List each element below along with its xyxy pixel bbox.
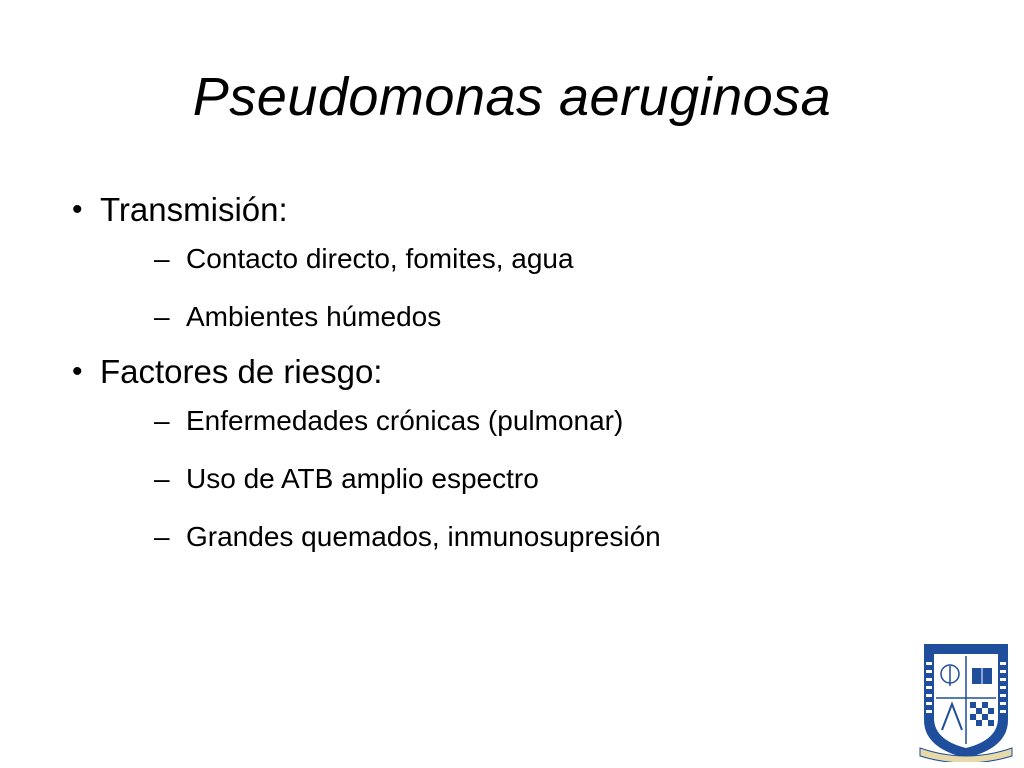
dash-icon: –	[154, 405, 170, 436]
dash-icon: –	[154, 521, 170, 552]
sub-item-text: Grandes quemados, inmunosupresión	[186, 521, 661, 552]
sub-list	[100, 240, 960, 336]
bullet-icon: •	[72, 193, 83, 226]
sub-item-text: Contacto directo, fomites, agua	[186, 243, 574, 274]
sub-item	[100, 298, 960, 336]
sub-item	[100, 402, 960, 440]
university-seal-logo	[918, 640, 1014, 762]
bullet-item-transmision	[60, 188, 960, 336]
slide-title: Pseudomonas aeruginosa	[192, 67, 832, 127]
bullet-icon: •	[72, 355, 83, 388]
bullet-heading: Factores de riesgo:	[100, 353, 383, 390]
dash-icon: –	[154, 463, 170, 494]
sub-item	[100, 460, 960, 498]
sub-list	[100, 402, 960, 556]
sub-item	[100, 240, 960, 278]
dash-icon: –	[154, 243, 170, 274]
bullet-item-factores	[60, 350, 960, 556]
dash-icon: –	[154, 301, 170, 332]
sub-item-text: Uso de ATB amplio espectro	[186, 463, 539, 494]
sub-item-text: Enfermedades crónicas (pulmonar)	[186, 405, 624, 436]
bullet-heading: Transmisión:	[100, 191, 288, 228]
bullet-list	[60, 188, 960, 570]
sub-item-text: Ambientes húmedos	[186, 301, 442, 332]
sub-item	[100, 518, 960, 556]
